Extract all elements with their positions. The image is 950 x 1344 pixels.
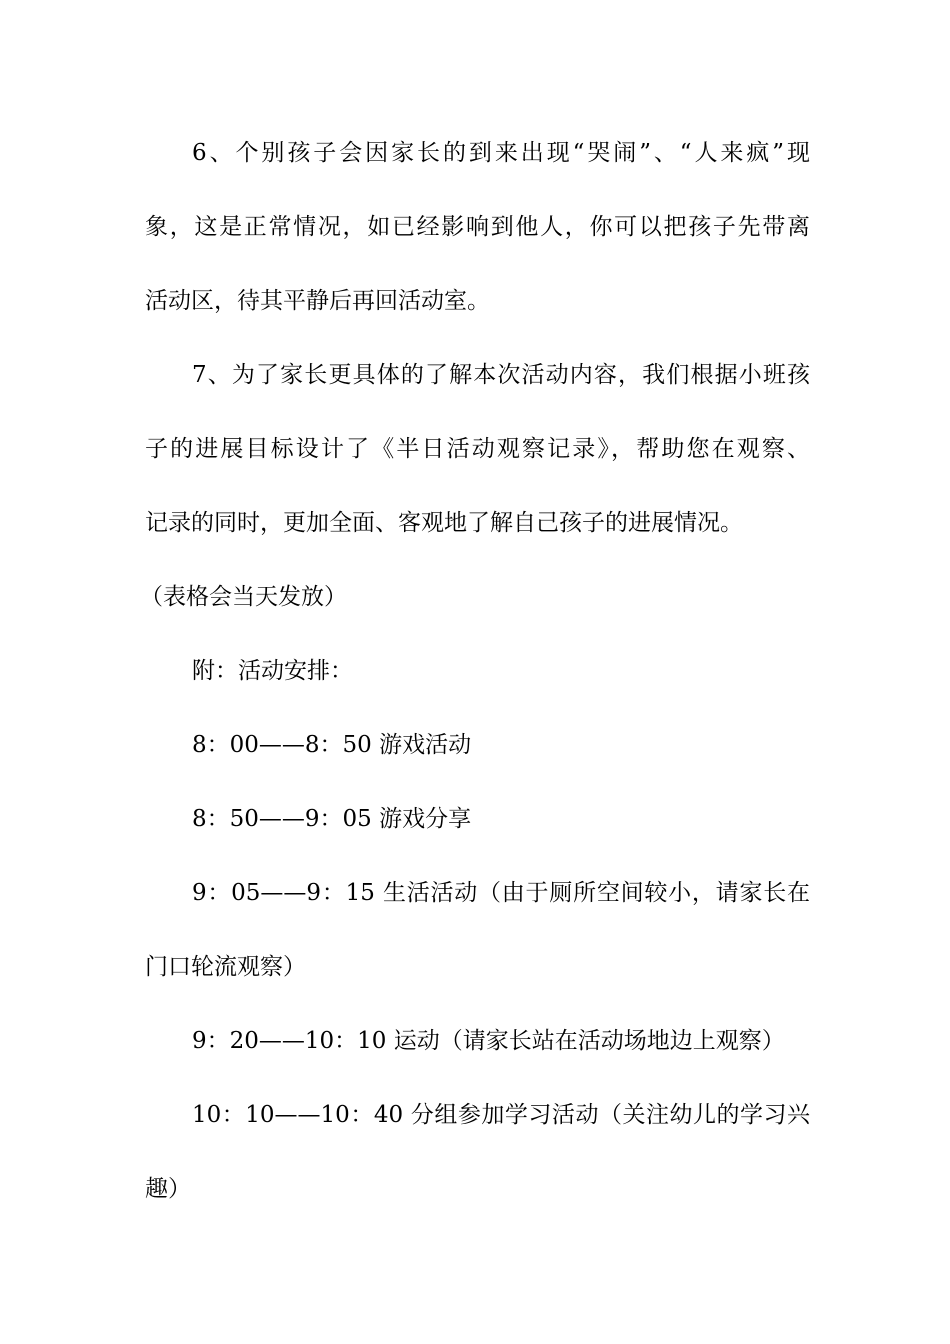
- schedule-item-1: 8：00——8：50 游戏活动: [192, 732, 472, 758]
- paragraph-6-line-1: 6、个别孩子会因家长的到来出现“哭闹”、“人来疯”现: [192, 140, 810, 166]
- schedule-item-5-line-1: 10：10——10：40 分组参加学习活动（关注幼儿的学习兴: [192, 1102, 810, 1128]
- paragraph-7-line-3: 记录的同时，更加全面、客观地了解自己孩子的进展情况。: [145, 510, 743, 536]
- paragraph-6-line-2: 象，这是正常情况，如已经影响到他人，你可以把孩子先带离: [145, 214, 810, 240]
- paragraph-7-line-2: 子的进展目标设计了《半日活动观察记录》，帮助您在观察、: [145, 436, 810, 462]
- paragraph-7-line-4: （表格会当天发放）: [140, 584, 347, 610]
- schedule-item-4: 9：20——10：10 运动（请家长站在活动场地边上观察）: [192, 1028, 785, 1054]
- paragraph-6-line-3: 活动区，待其平静后再回活动室。: [145, 288, 490, 314]
- paragraph-7-line-1: 7、为了家长更具体的了解本次活动内容，我们根据小班孩: [192, 362, 810, 388]
- schedule-item-5-line-2: 趣）: [145, 1176, 191, 1202]
- schedule-item-3-line-1: 9：05——9：15 生活活动（由于厕所空间较小，请家长在: [192, 880, 810, 906]
- schedule-heading: 附：活动安排：: [192, 658, 353, 684]
- schedule-item-2: 8：50——9：05 游戏分享: [192, 806, 472, 832]
- schedule-item-3-line-2: 门口轮流观察）: [145, 954, 306, 980]
